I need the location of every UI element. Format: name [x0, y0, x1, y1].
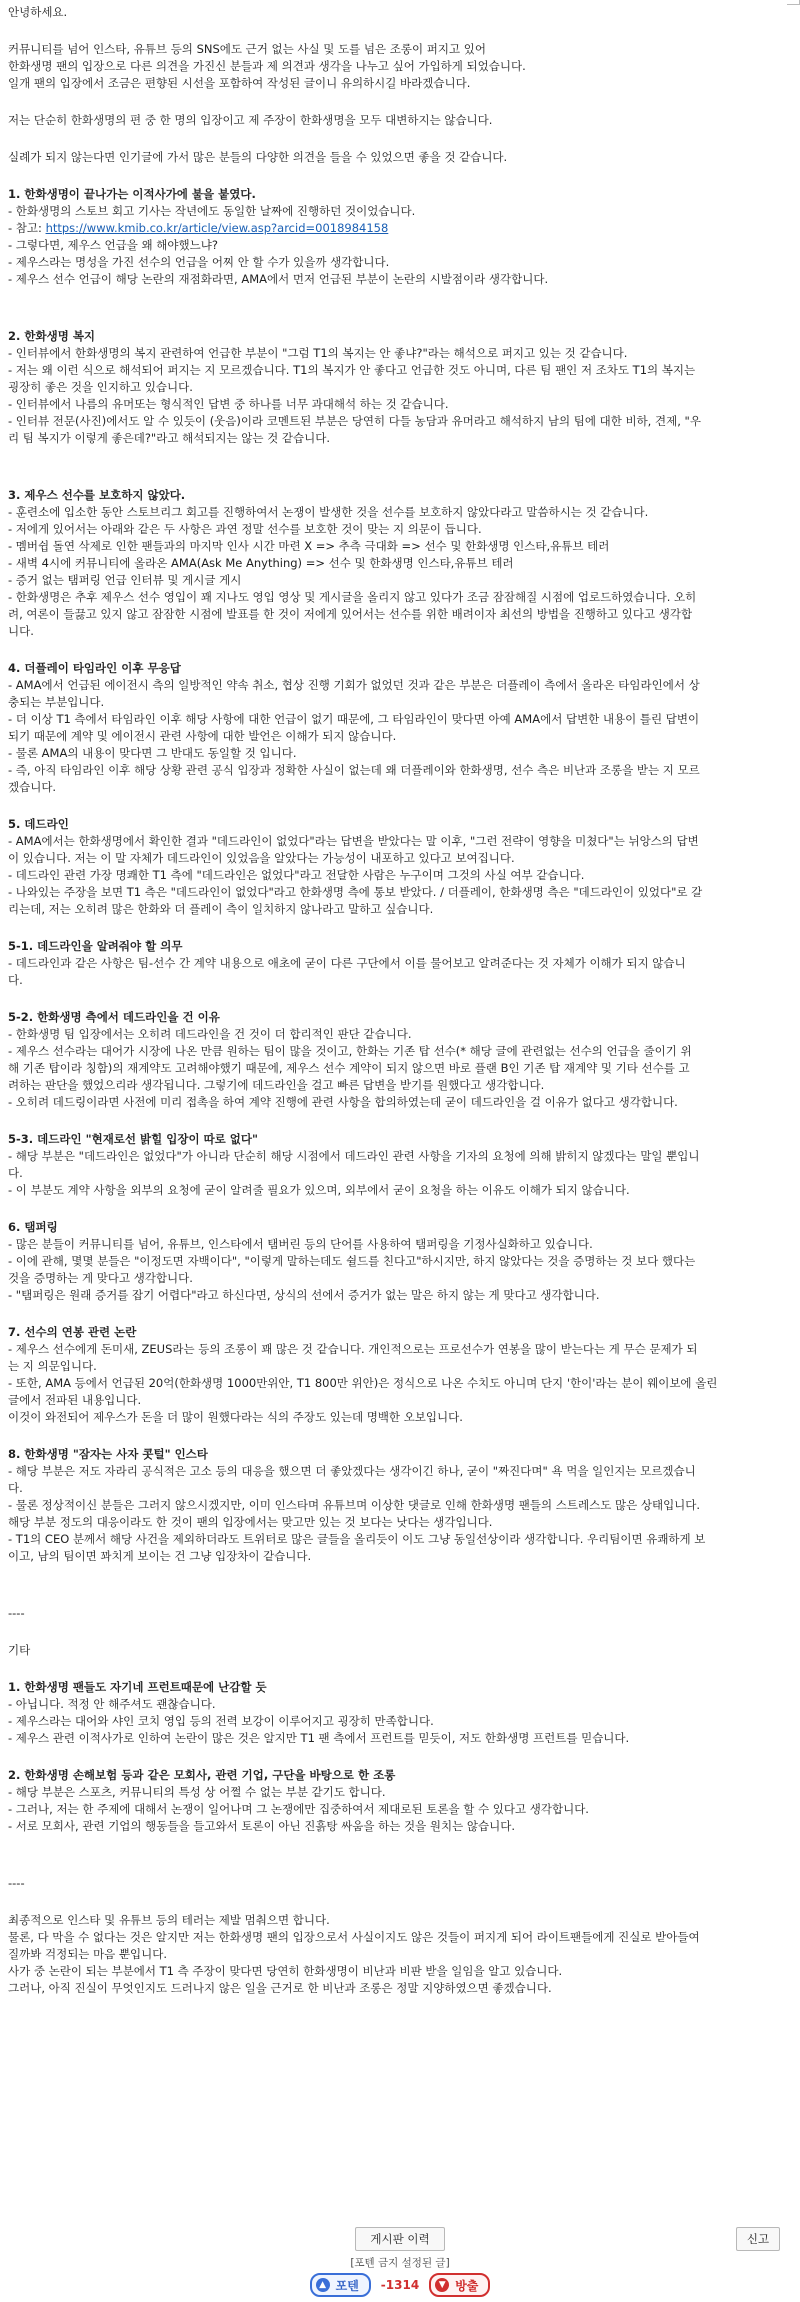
downvote-label: 방출: [455, 2278, 479, 2293]
line-text: 려하는 판단을 했었으리라 생각됩니다. 그렇기에 데드라인을 걸고 빠른 답변을 받기를 원했다고 생각합니다.: [8, 1078, 545, 1092]
line-text: - 참고:: [8, 221, 46, 235]
blank-line: [8, 308, 792, 328]
post-text-line: [8, 271, 792, 288]
line-text: - 많은 분들이 커뮤니티를 넘어, 유튜브, 인스타에서 탬버린 등의 단어를 사용하여 탬퍼링을 기정사실화하고 있습니다.: [8, 1237, 593, 1251]
post-text-line: [8, 1236, 792, 1253]
line-text: 1. 한화생명이 끝나가는 이적사가에 불을 붙였다.: [8, 187, 256, 201]
line-text: 다.: [8, 1481, 23, 1495]
post-text-line: [8, 430, 792, 447]
post-text-line: [8, 606, 792, 623]
post-text-line: [8, 972, 792, 989]
line-text: 겠습니다.: [8, 780, 57, 794]
line-text: 려, 여론이 들끓고 있지 않고 잠잠한 시점에 발표를 한 것이 저에게 있어서는 선수를 위한 배려이자 최선의 방법을 진행하고 있다고 생각합: [8, 607, 693, 621]
line-text: - 제우스 관련 이적사가로 인하여 논란이 많은 것은 알지만 T1 팬 측에서 프런트를 믿듯이, 저도 한화생명 프런트를 믿습니다.: [8, 1731, 630, 1745]
post-text-line: [8, 762, 792, 779]
upvote-button[interactable]: [310, 2273, 371, 2297]
line-text: 최종적으로 인스타 및 유튜브 등의 테러는 제발 멈춰으면 합니다.: [8, 1913, 330, 1927]
post-text-line: [8, 1642, 792, 1659]
post-text-line: [8, 1548, 792, 1565]
section-heading: [8, 186, 792, 203]
line-text: 실례가 되지 않는다면 인기글에 가서 많은 분들의 다양한 의견을 들을 수 있었으면 좋을 것 같습니다.: [8, 150, 508, 164]
line-text: - 이 부분도 계약 사항을 외부의 요청에 굳이 알려줄 필요가 있으며, 외부에서 굳이 요청을 하는 이유도 이해가 되지 않습니다.: [8, 1183, 630, 1197]
section-heading: [8, 816, 792, 833]
blank-line: [8, 1747, 792, 1767]
line-text: 이고, 남의 팀이면 꽈치게 보이는 건 그냥 입장차이 같습니다.: [8, 1549, 312, 1563]
section-heading: [8, 328, 792, 345]
line-text: - 새벽 4시에 커뮤니티에 올라온 AMA(Ask Me Anything) => 선수 및 한화생명 인스타,유튜브 테러: [8, 556, 514, 570]
line-text: - "탬퍼링은 원래 증거를 잡기 어렵다"라고 하신다면, 상식의 선에서 증거가 없는 말은 하지 않는 게 맞다고 생각합니다.: [8, 1288, 600, 1302]
line-text: - 데드라인과 같은 사항은 팀-선수 간 계약 내용으로 애초에 굳이 다른 구단에서 이를 물어보고 알려준다는 것 자체가 이해가 되지 않습니: [8, 956, 686, 970]
post-text-line: [8, 1605, 792, 1622]
post-text-line: [8, 1270, 792, 1287]
post-text-line: [8, 572, 792, 589]
section-heading: [8, 487, 792, 504]
line-text: 것을 증명하는 게 맞다고 생각합니다.: [8, 1271, 193, 1285]
post-text-line: [8, 521, 792, 538]
section-heading: [8, 1131, 792, 1148]
vote-area: [0, 2256, 800, 2297]
post-text-line: [8, 745, 792, 762]
line-text: - 제우스 선수에게 돈미새, ZEUS라는 등의 조롱이 꽤 많은 것 같습니다. 개인적으로는 프로선수가 연봉을 많이 받는다는 게 무슨 문제가 되: [8, 1342, 698, 1356]
post-text-line: [8, 1801, 792, 1818]
post-text-line: [8, 220, 792, 237]
upvote-label: 포텐: [335, 2278, 359, 2293]
line-text: 커뮤니티를 넘어 인스타, 유튜브 등의 SNS에도 근거 없는 사실 및 도를 넘은 조롱이 퍼지고 있어: [8, 42, 486, 56]
line-text: 해당 부분 정도의 대응이라도 한 것이 팬의 입장에서는 맞고만 있는 것 보다는 낫다는 생각입니다.: [8, 1515, 493, 1529]
post-text-line: [8, 1929, 792, 1946]
line-text: - 저는 왜 이런 식으로 해석되어 퍼지는 지 모르겠습니다. T1의 복지가 안 좋다고 언급한 것도 아니며, 다른 팀 팬인 저 조차도 T1의 복지는: [8, 363, 696, 377]
post-text-line: [8, 1043, 792, 1060]
post-text-line: [8, 1287, 792, 1304]
line-text: - AMA에서 언급된 에이전시 측의 일방적인 약속 취소, 협상 진행 기회가 없었던 것과 같은 부분은 더플레이 측에서 올라온 타임라인에서 상: [8, 678, 700, 692]
line-text: 2. 한화생명 복지: [8, 329, 96, 343]
post-text-line: [8, 345, 792, 362]
blank-line: [8, 288, 792, 308]
line-text: 이것이 와전되어 제우스가 돈을 더 많이 원했다라는 식의 주장도 있는데 명백한 오보입니다.: [8, 1410, 463, 1424]
blank-line: [8, 1585, 792, 1605]
line-text: 질까봐 걱정되는 마음 뿐입니다.: [8, 1947, 168, 1961]
blank-line: [8, 1426, 792, 1446]
post-text-line: [8, 1480, 792, 1497]
blank-line: [8, 1835, 792, 1855]
line-text: - 아닙니다. 적정 안 해주셔도 괜찮습니다.: [8, 1697, 216, 1711]
post-text-line: [8, 1463, 792, 1480]
section-heading: [8, 1679, 792, 1696]
section-heading: [8, 1324, 792, 1341]
blank-line: [8, 989, 792, 1009]
post-text-line: [8, 538, 792, 555]
section-heading: [8, 1446, 792, 1463]
post-text-line: [8, 833, 792, 850]
post-text-line: [8, 1409, 792, 1426]
post-text-line: [8, 677, 792, 694]
post-text-line: [8, 711, 792, 728]
post-text-line: [8, 1253, 792, 1270]
line-text: - 나와있는 주장을 보면 T1 측은 "데드라인이 없었다"라고 한화생명 측에 통보 받았다. / 더플레이, 한화생명 측은 "데드라인이 있었다"로 갈: [8, 885, 703, 899]
post-text-line: [8, 1060, 792, 1077]
post-text-line: [8, 237, 792, 254]
line-text: - 훈련소에 입소한 동안 스토브리그 회고를 진행하여서 논쟁이 발생한 것을 선수를 보호하지 않았다라고 말씀하시는 것 같습니다.: [8, 505, 649, 519]
line-text: 4. 더플레이 타임라인 이후 무응답: [8, 661, 181, 675]
post-text-line: [8, 58, 792, 75]
post-text-line: [8, 1946, 792, 1963]
line-text: - 제우스 선수라는 대어가 시장에 나온 만큼 원하는 팀이 많을 것이고, 한화는 기존 탑 선수(* 해당 글에 관련없는 선수의 언급을 줄이기 위: [8, 1044, 692, 1058]
blank-line: [8, 640, 792, 660]
post-text-line: [8, 379, 792, 396]
line-text: - AMA에서는 한화생명에서 확인한 결과 "데드라인이 없었다"라는 답변을 받았다는 말 이후, "그런 전략이 영향을 미쳤다"는 뉘앙스의 답변: [8, 834, 699, 848]
post-text-line: [8, 1980, 792, 1997]
vote-row: [0, 2273, 800, 2297]
blank-line: [8, 467, 792, 487]
line-text: 기타: [8, 1643, 31, 1657]
post-text-line: [8, 1148, 792, 1165]
line-text: - 멤버쉽 돌연 삭제로 인한 팬들과의 마지막 인사 시간 마련 X => 추측 극대화 => 선수 및 한화생명 인스타,유튜브 테러: [8, 539, 610, 553]
post-text-line: [8, 362, 792, 379]
line-text: - 제우스 선수 언급이 해당 논란의 재점화라면, AMA에서 먼저 언급된 부분이 논란의 시발점이라 생각합니다.: [8, 272, 549, 286]
line-text: 되기 때문에 계약 및 에이전시 관련 사항에 대한 발언은 이해가 되지 않습니다.: [8, 729, 397, 743]
post-text-line: [8, 112, 792, 129]
post-text-line: [8, 728, 792, 745]
post-text-line: [8, 1026, 792, 1043]
line-text: 8. 한화생명 "잠자는 사자 콧털" 인스타: [8, 1447, 208, 1461]
line-text: 물론, 다 막을 수 없다는 것은 알지만 저는 한화생명 팬의 입장으로서 사실이지도 않은 것들이 퍼지게 되어 라이트팬들에게 진실로 받아들여: [8, 1930, 700, 1944]
post-text-line: [8, 589, 792, 606]
post-text-line: [8, 1392, 792, 1409]
line-text: 니다.: [8, 624, 34, 638]
line-text: - T1의 CEO 분께서 해당 사건을 제외하더라도 트위터로 많은 글들을 올리듯이 이도 그냥 동일선상이라 생각합니다. 우리팀이면 유쾌하게 보: [8, 1532, 706, 1546]
post-text-line: [8, 1358, 792, 1375]
post-text-line: [8, 149, 792, 166]
post-text-line: [8, 396, 792, 413]
blank-line: [8, 1304, 792, 1324]
post-text-line: [8, 955, 792, 972]
line-text: 굉장히 좋은 것을 인지하고 있습니다.: [8, 380, 193, 394]
blank-line: [8, 447, 792, 467]
post-text-line: [8, 901, 792, 918]
post-text-line: [8, 1182, 792, 1199]
post-text-line: [8, 623, 792, 640]
line-text: - 인터뷰 전문(사진)에서도 알 수 있듯이 (웃음)이라 코멘트된 부분은 당연히 다들 농담과 유머라고 해석하지 남의 팀에 대한 비하, 견제, "우: [8, 414, 701, 428]
line-text: - 인터뷰에서 한화생명의 복지 관련하여 언급한 부분이 "그럼 T1의 복지는 안 좋냐?"라는 해석으로 퍼지고 있는 것 같습니다.: [8, 346, 628, 360]
blank-line: [8, 1892, 792, 1912]
post-text-line: [8, 850, 792, 867]
blank-line: [8, 1565, 792, 1585]
blank-line: [8, 1659, 792, 1679]
line-text: - 해당 부분은 "데드라인은 없었다"가 아니라 단순히 해당 시점에서 데드라인 관련 사항을 기자의 요청에 의해 밝히지 않겠다는 말일 뿐입니: [8, 1149, 700, 1163]
line-text: 다.: [8, 1166, 23, 1180]
section-heading: [8, 660, 792, 677]
line-text: - 한화생명의 스토브 회고 기사는 작년에도 동일한 날짜에 진행하던 것이었습니다.: [8, 204, 416, 218]
upvote-icon: ▲: [316, 2278, 330, 2292]
blank-line: [8, 1855, 792, 1875]
post-text-line: [8, 1730, 792, 1747]
post-text-line: [8, 1514, 792, 1531]
board-history-button[interactable]: 게시판 이력: [355, 2227, 445, 2251]
line-text: - 한화생명은 추후 제우스 선수 영입이 꽤 지나도 영입 영상 및 게시글을 올리지 않고 있다가 조금 잠잠해질 시점에 업로드하였습니다. 오히: [8, 590, 697, 604]
blank-line: [8, 1622, 792, 1642]
post-text-line: [8, 694, 792, 711]
post-text-line: [8, 1963, 792, 1980]
line-text: 7. 선수의 연봉 관련 논란: [8, 1325, 137, 1339]
line-text: 한화생명 팬의 입장으로 다른 의견을 가진신 분들과 제 의견과 생각을 나누고 싶어 가입하게 되었습니다.: [8, 59, 526, 73]
line-text: 안녕하세요.: [8, 5, 68, 19]
post-text-line: [8, 203, 792, 220]
line-text: - 오히려 데드링이라면 사전에 미리 접촉을 하여 계약 진행에 관련 사항을 합의하였는데 굳이 데드라인을 걸 이유가 없다고 생각합니다.: [8, 1095, 678, 1109]
post-text-line: [8, 1077, 792, 1094]
line-text: 5. 데드라인: [8, 817, 69, 831]
post-text-line: [8, 779, 792, 796]
line-text: 글에서 전파된 내용입니다.: [8, 1393, 142, 1407]
post-text-line: [8, 884, 792, 901]
line-text: 충되는 부분입니다.: [8, 695, 105, 709]
post-text-line: [8, 1341, 792, 1358]
section-heading: [8, 938, 792, 955]
line-text: - 증거 없는 탬퍼링 언급 인터뷰 및 게시글 게시: [8, 573, 242, 587]
line-text: - 물론 AMA의 내용이 맞다면 그 반대도 동일할 것 입니다.: [8, 746, 297, 760]
post-text-line: [8, 254, 792, 271]
post-text-line: [8, 75, 792, 92]
line-text: - 데드라인 관련 가장 명쾌한 T1 측에 "데드라인은 없었다"라고 전달한 사람은 누구이며 그것의 사실 여부 같습니다.: [8, 868, 585, 882]
post-text-line: [8, 1375, 792, 1392]
line-text: 리 팀 복지가 이렇게 좋은데?"라고 해석되지는 않는 것 같습니다.: [8, 431, 331, 445]
post-text-line: [8, 867, 792, 884]
line-text: - 해당 부분은 스포츠, 커뮤니티의 특성 상 어쩔 수 없는 부분 같기도 합니다.: [8, 1785, 386, 1799]
downvote-icon: ▼: [435, 2278, 449, 2292]
line-text: - 서로 모회사, 관련 기업의 행동들을 들고와서 토론이 아닌 진흙탕 싸움을 하는 것을 원치는 않습니다.: [8, 1819, 515, 1833]
blank-line: [8, 1111, 792, 1131]
line-text: 다.: [8, 973, 23, 987]
post-body: [8, 4, 792, 1997]
line-text: 5-2. 한화생명 측에서 데드라인을 건 이유: [8, 1010, 220, 1024]
line-text: 리는데, 저는 오히려 많은 한화와 더 플레이 측이 일치하지 않나라고 말하고 싶습니다.: [8, 902, 434, 916]
post-text-line: [8, 1497, 792, 1514]
line-text: - 한화생명 팀 입장에서는 오히려 데드라인을 건 것이 더 합리적인 판단 같습니다.: [8, 1027, 412, 1041]
post-text-line: [8, 1875, 792, 1892]
line-text: - 이에 관해, 몇몇 분들은 "이정도면 자백이다", "이렇게 말하는데도 쉴드를 친다고"하시지만, 하지 않았다는 것을 증명하는 것 보다 했다는: [8, 1254, 696, 1268]
line-text: - 해당 부분은 저도 자라리 공식적은 고소 등의 대응을 했으면 더 좋았겠다는 생각이긴 하나, 굳이 "짜진다며" 욕 먹을 일인지는 모르겠습니: [8, 1464, 696, 1478]
line-text: 6. 탬퍼링: [8, 1220, 58, 1234]
line-text: ----: [8, 1876, 25, 1890]
downvote-button[interactable]: [429, 2273, 490, 2297]
line-text: - 물론 정상적이신 분들은 그러지 않으시겠지만, 이미 인스타며 유튜브며 이상한 댓글로 인해 한화생명 팬들의 스트레스도 많은 상태입니다.: [8, 1498, 701, 1512]
line-text: 해 기존 탑이라 칭함)의 재계약도 고려해야했기 때문에, 제우스 선수 계약이 되지 않으면 바로 플랜 B인 기존 탑 재계약 및 기타 선수를 고: [8, 1061, 690, 1075]
post-text-line: [8, 4, 792, 21]
post-text-line: [8, 41, 792, 58]
line-text: - 그러나, 저는 한 주제에 대해서 논쟁이 일어나며 그 논쟁에만 집중하여서 제대로된 토론을 할 수 있다고 생각합니다.: [8, 1802, 589, 1816]
post-text-line: [8, 1531, 792, 1548]
reference-link[interactable]: https://www.kmib.co.kr/article/view.asp?arcid=0018984158: [45, 221, 389, 235]
line-text: 일개 팬의 입장에서 조금은 편향된 시선을 포함하여 작성된 글이니 유의하시길 바라겠습니다.: [8, 76, 471, 90]
line-text: - 인터뷰에서 나름의 유머또는 형식적인 답변 중 하나를 너무 과대해석 하는 것 같습니다.: [8, 397, 449, 411]
line-text: 5-3. 데드라인 "현재로선 밝힐 입장이 따로 없다": [8, 1132, 259, 1146]
post-text-line: [8, 1818, 792, 1835]
line-text: 이 있습니다. 저는 이 말 자체가 데드라인이 있었음을 알았다는 가능성이 내포하고 있다고 보여집니다.: [8, 851, 515, 865]
post-text-line: [8, 413, 792, 430]
line-text: 5-1. 데드라인을 알려줘야 할 의무: [8, 939, 183, 953]
section-heading: [8, 1219, 792, 1236]
blank-line: [8, 918, 792, 938]
blank-line: [8, 796, 792, 816]
section-heading: [8, 1009, 792, 1026]
blank-line: [8, 166, 792, 186]
line-text: 2. 한화생명 손해보험 등과 같은 모회사, 관련 기업, 구단을 바탕으로 한 조롱: [8, 1768, 396, 1782]
vote-score: -1314: [380, 2278, 420, 2292]
blank-line: [8, 1199, 792, 1219]
line-text: 는 지 의문입니다.: [8, 1359, 97, 1373]
report-button[interactable]: 신고: [736, 2227, 780, 2251]
line-text: - 그렇다면, 제우스 언급을 왜 해야했느냐?: [8, 238, 218, 252]
banned-notice: [포텐 금지 설정된 글]: [350, 2257, 450, 2269]
line-text: - 제우스라는 명성을 가진 선수의 언급을 어찌 안 할 수가 있을까 생각합니다.: [8, 255, 390, 269]
line-text: - 제우스라는 대어와 샤인 코치 영입 등의 전력 보강이 이루어지고 굉장히 만족합니다.: [8, 1714, 434, 1728]
post-text-line: [8, 1912, 792, 1929]
post-text-line: [8, 1696, 792, 1713]
section-heading: [8, 1767, 792, 1784]
line-text: 1. 한화생명 팬들도 자기네 프런트때문에 난감할 듯: [8, 1680, 267, 1694]
line-text: - 또한, AMA 등에서 언급된 20억(한화생명 1000만위안, T1 800만 위안)은 정식으로 나온 수치도 아니며 단지 '한이'라는 분이 웨이보에 올린: [8, 1376, 718, 1390]
post-text-line: [8, 555, 792, 572]
blank-line: [8, 21, 792, 41]
line-text: - 저에게 있어서는 아래와 같은 두 사항은 과연 정말 선수를 보호한 것이 맞는 지 의문이 듭니다.: [8, 522, 482, 536]
post-text-line: [8, 1094, 792, 1111]
line-text: 저는 단순히 한화생명의 편 중 한 명의 입장이고 제 주장이 한화생명을 모두 대변하지는 않습니다.: [8, 113, 493, 127]
line-text: 3. 제우스 선수를 보호하지 않았다.: [8, 488, 186, 502]
blank-line: [8, 92, 792, 112]
line-text: ----: [8, 1606, 25, 1620]
post-text-line: [8, 1165, 792, 1182]
blank-line: [8, 129, 792, 149]
post-text-line: [8, 504, 792, 521]
line-text: - 즉, 아직 타임라인 이후 해당 상황 관련 공식 입장과 정확한 사실이 없는데 왜 더플레이와 한화생명, 선수 측은 비난과 조롱을 받는 지 모르: [8, 763, 700, 777]
line-text: 사가 중 논란이 되는 부분에서 T1 측 주장이 맞다면 당연히 한화생명이 비난과 비판 받을 일임을 알고 있습니다.: [8, 1964, 563, 1978]
post-text-line: [8, 1784, 792, 1801]
line-text: 그러나, 아직 진실이 무엇인지도 드러나지 않은 일을 근거로 한 비난과 조롱은 정말 지양하였으면 좋겠습니다.: [8, 1981, 552, 1995]
line-text: - 더 이상 T1 측에서 타임라인 이후 해당 사항에 대한 언급이 없기 때문에, 그 타임라인이 맞다면 아예 AMA에서 답변한 내용이 틀린 답변이: [8, 712, 700, 726]
post-text-line: [8, 1713, 792, 1730]
